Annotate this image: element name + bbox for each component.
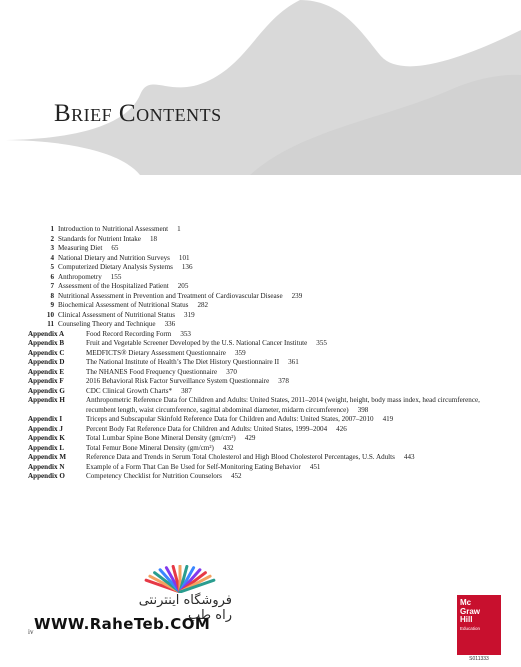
page-number: iv: [28, 628, 34, 636]
chapter-title: Nutritional Assessment in Prevention and Treatment of Cardiovascular Disease: [58, 291, 283, 300]
appendix-label: Appendix B: [28, 339, 65, 347]
appendix-entry: [86, 444, 493, 454]
appendix-title: CDC Clinical Growth Charts*: [86, 386, 173, 395]
chapter-title: Anthropometry: [58, 272, 102, 281]
appendix-label: Appendix O: [28, 472, 65, 480]
chapter-title: Introduction to Nutritional Assessment: [58, 225, 169, 233]
chapter-title: Counseling Theory and Technique: [58, 320, 156, 328]
appendix-entry: [86, 434, 493, 444]
appendix-page: 353: [180, 329, 191, 338]
appendix-page: 378: [278, 377, 289, 385]
chapter-number: 11: [47, 320, 54, 328]
appendix-page: 361: [288, 358, 299, 366]
appendix-entry: [86, 339, 493, 349]
chapter-number: 3: [50, 244, 54, 252]
chapter-row: [28, 311, 493, 321]
appendix-label: Appendix C: [28, 348, 65, 357]
chapter-page: 155: [110, 272, 122, 281]
appendix-entry: [86, 387, 493, 397]
chapter-page: 136: [181, 263, 193, 271]
appendix-row: [28, 434, 493, 444]
appendix-entry: [86, 472, 493, 482]
appendix-label: Appendix I: [28, 415, 63, 423]
chapter-number: 6: [50, 272, 54, 281]
appendix-label: Appendix E: [28, 367, 65, 376]
chapter-page: 205: [177, 282, 189, 290]
publisher-logo: [457, 595, 501, 655]
appendix-title: The NHANES Food Frequency Questionnaire: [86, 367, 218, 376]
appendix-entry: [86, 425, 493, 435]
appendix-entry: [86, 453, 493, 463]
appendix-row: [28, 358, 493, 368]
watermark: [22, 565, 232, 637]
appendix-label: Appendix K: [28, 434, 65, 442]
appendix-page: 419: [382, 415, 394, 423]
appendix-label: Appendix J: [28, 424, 63, 433]
chapter-number: 8: [50, 291, 54, 300]
appendix-page: 432: [222, 443, 234, 452]
appendix-page: 429: [244, 434, 256, 442]
appendix-entry: [86, 415, 493, 425]
appendix-entry: [86, 368, 493, 378]
publisher-logo-line3: Hill: [460, 615, 473, 624]
chapter-title: Standards for Nutrient Intake: [58, 234, 141, 243]
appendix-page: 443: [403, 453, 415, 461]
chapter-row: [28, 254, 493, 264]
appendix-row: [28, 425, 493, 435]
appendix-title: Total Femur Bone Mineral Density (gm/cm²): [86, 443, 214, 452]
appendix-label: Appendix D: [28, 358, 65, 366]
chapter-list: [28, 225, 493, 330]
appendix-page: 355: [316, 339, 327, 347]
watermark-logo-icon: [140, 565, 220, 593]
chapter-row: [28, 273, 493, 283]
appendix-title: Anthropometric Reference Data for Children and Adults: United States, 2011–2014 (weight, height, body mass index, head circumference, recumbent length, waist circumference, sagittal abdominal diameter, midarm circumference): [86, 396, 480, 414]
appendix-row: [28, 387, 493, 397]
appendix-list: [28, 330, 493, 482]
appendix-label: Appendix F: [28, 377, 64, 385]
appendix-title: Triceps and Subscapular Skinfold Reference Data for Children and Adults: United States, 2007–2010: [86, 415, 374, 423]
chapter-title: Biochemical Assessment of Nutritional Status: [58, 301, 189, 309]
appendix-title: Example of a Form That Can Be Used for Self-Monitoring Eating Behavior: [86, 462, 301, 471]
appendix-title: MEDFICTS® Dietary Assessment Questionnaire: [86, 348, 226, 357]
chapter-number: 1: [50, 225, 54, 233]
appendix-title: Total Lumbar Spine Bone Mineral Density (gm/cm²): [86, 434, 236, 442]
appendix-row: [28, 415, 493, 425]
appendix-entry: [86, 377, 493, 387]
publisher-code: S011333: [469, 656, 489, 662]
appendix-row: [28, 463, 493, 473]
appendix-title: Percent Body Fat Reference Data for Children and Adults: United States, 1999–2004: [86, 424, 328, 433]
chapter-title: National Dietary and Nutrition Surveys: [58, 253, 170, 262]
chapter-number: 2: [50, 234, 54, 243]
header-gray-wave-art: [0, 0, 521, 175]
chapter-row: [28, 263, 493, 273]
chapter-page: 336: [164, 320, 176, 328]
appendix-row: [28, 453, 493, 463]
appendix-page: 452: [230, 472, 242, 480]
appendix-title: Food Record Recording Form: [86, 329, 172, 338]
chapter-row: [28, 301, 493, 311]
appendix-page: 398: [357, 405, 369, 414]
chapter-row: [28, 320, 493, 330]
chapter-page: 239: [291, 291, 303, 300]
appendix-page: 426: [336, 424, 347, 433]
chapter-row: [28, 244, 493, 254]
chapter-page: 101: [178, 253, 190, 262]
appendix-label: Appendix A: [28, 329, 65, 338]
appendix-title: Competency Checklist for Nutrition Counselors: [86, 472, 222, 480]
chapter-title: Assessment of the Hospitalized Patient: [58, 282, 169, 290]
chapter-row: [28, 235, 493, 245]
appendix-entry: [86, 330, 493, 340]
appendix-label: Appendix G: [28, 386, 65, 395]
chapter-number: 5: [50, 263, 54, 271]
appendix-title: 2016 Behavioral Risk Factor Surveillance System Questionnaire: [86, 377, 270, 385]
chapter-title: Measuring Diet: [58, 244, 103, 252]
appendix-row: [28, 444, 493, 454]
appendix-row: [28, 377, 493, 387]
chapter-number: 9: [50, 301, 54, 309]
chapter-row: [28, 292, 493, 302]
watermark-url: WWW.RaheTeb.COM: [34, 615, 211, 633]
chapter-page: 319: [184, 310, 195, 319]
chapter-number: 10: [46, 310, 54, 319]
appendix-entry: [86, 358, 493, 368]
appendix-title: The National Institute of Health’s The Diet History Questionnaire II: [86, 358, 280, 366]
chapter-page: 65: [111, 244, 119, 252]
watermark-persian-text: فروشگاه اینترنتی راه طب: [138, 593, 232, 623]
appendix-page: 370: [226, 367, 237, 376]
chapter-number: 7: [50, 282, 54, 290]
chapter-number: 4: [50, 253, 54, 262]
appendix-row: [28, 472, 493, 482]
appendix-title: Reference Data and Trends in Serum Total Cholesterol and High Blood Cholesterol Percentages, U.S. Adults: [86, 453, 395, 461]
page-title: [54, 100, 222, 128]
appendix-row: [28, 368, 493, 378]
publisher-logo-line1: Mc: [460, 598, 472, 607]
appendix-page: 359: [234, 348, 246, 357]
appendix-entry: [86, 396, 493, 415]
appendix-label: Appendix M: [28, 453, 67, 461]
appendix-row: [28, 330, 493, 340]
chapter-title: Computerized Dietary Analysis Systems: [58, 263, 173, 271]
chapter-page: 18: [149, 234, 158, 243]
chapter-page: 282: [197, 301, 209, 309]
publisher-logo-line2: Graw: [460, 606, 481, 616]
appendix-page: 451: [309, 462, 321, 471]
appendix-label: Appendix L: [28, 443, 65, 452]
chapter-page: 1: [177, 225, 181, 233]
appendix-label: Appendix H: [28, 396, 65, 404]
appendix-page: 387: [181, 386, 192, 395]
title-text: Brief Contents: [54, 100, 222, 127]
chapter-row: [28, 282, 493, 292]
appendix-entry: [86, 463, 493, 473]
table-of-contents: [28, 225, 493, 482]
appendix-entry: [86, 349, 493, 359]
appendix-row: [28, 339, 493, 349]
chapter-title: Clinical Assessment of Nutritional Status: [58, 310, 176, 319]
chapter-row: [28, 225, 493, 235]
appendix-row: [28, 396, 493, 415]
appendix-title: Fruit and Vegetable Screener Developed by the U.S. National Cancer Institute: [86, 339, 308, 347]
appendix-row: [28, 349, 493, 359]
publisher-logo-line4: Education: [460, 625, 481, 631]
appendix-label: Appendix N: [28, 462, 65, 471]
